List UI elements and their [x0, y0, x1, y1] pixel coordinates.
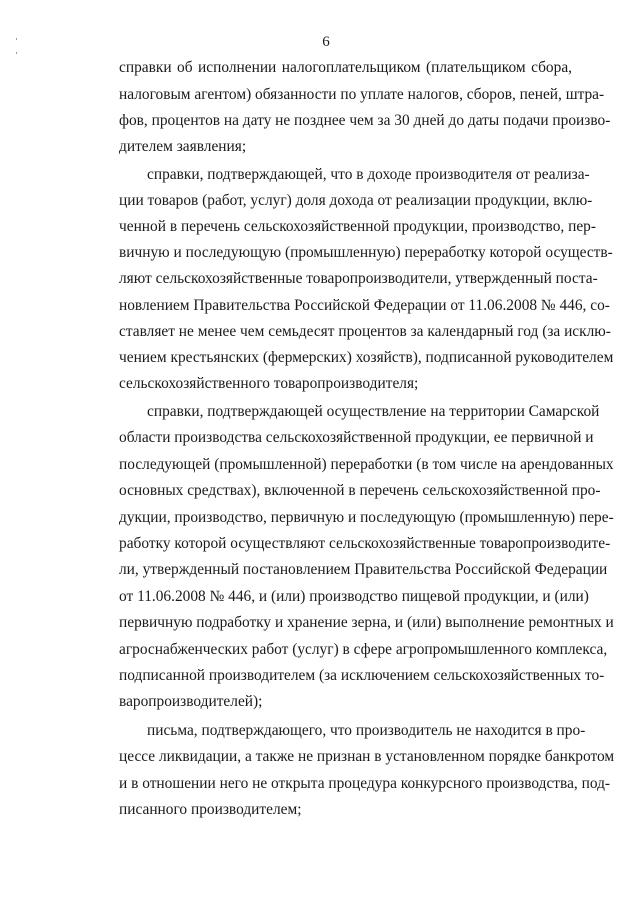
text-line: последующей (промышленной) переработки (в том числе на арендованных	[119, 456, 614, 473]
text-line: агроснабженческих работ (услуг) в сфере агропромышленного комплекса,	[119, 641, 608, 658]
text-line: и в отношении него не открыта процедура конкурсного производства, под-	[119, 775, 611, 792]
text-line: основных средствах), включенной в перечень сельскохозяйственной про-	[119, 482, 601, 499]
text-line: ставляет не менее чем семьдесят процентов за календарный год (за исклю-	[119, 323, 611, 340]
text-line: фов, процентов на дату не позднее чем за 30 дней до даты подачи произво-	[119, 112, 611, 129]
text-line: ли, утвержденный постановлением Правительства Российской Федерации	[119, 561, 608, 578]
text-line: от 11.06.2008 № 446, и (или) производство пищевой продукции, и (или)	[119, 588, 589, 605]
text-line: дителем заявления;	[119, 138, 247, 155]
text-line: письма, подтверждающего, что производитель не находится в про-	[147, 722, 586, 739]
text-line: чением крестьянских (фермерских) хозяйств), подписанной руководителем	[119, 349, 614, 366]
text-line: сельскохозяйственного товаропроизводителя;	[119, 375, 419, 392]
text-line: варопроизводителей);	[119, 693, 263, 710]
text-line: справки, подтверждающей, что в доходе производителя от реализа-	[147, 166, 590, 183]
text-line: цессе ликвидации, а также не признан в установленном порядке банкротом	[119, 748, 615, 765]
text-line: справки, подтверждающей осуществление на территории Самарской	[147, 403, 600, 420]
text-line: подписанной производителем (за исключением сельскохозяйственных то-	[119, 667, 605, 684]
text-line: ции товаров (работ, услуг) доля дохода от реализации продукции, вклю-	[119, 192, 593, 209]
text-line: работку которой осуществляют сельскохозяйственные товаропроизводите-	[119, 535, 611, 552]
text-line: области производства сельскохозяйственной продукции, ее первичной и	[119, 429, 594, 446]
page-number: 6	[322, 34, 330, 50]
text-line: ченной в перечень сельскохозяйственной продукции, производство, пер-	[119, 218, 597, 235]
text-line: первичную подработку и хранение зерна, и (или) выполнение ремонтных и	[119, 614, 614, 631]
text-line: справки об исполнении налогоплательщиком (плательщиком сбора,	[119, 59, 572, 76]
text-line: новлением Правительства Российской Федерации от 11.06.2008 № 446, со-	[119, 297, 610, 314]
text-line: дукции, производство, первичную и последующую (промышленную) пере-	[119, 509, 614, 526]
text-line: ляют сельскохозяйственные товаропроизводители, утвержденный поста-	[119, 270, 598, 287]
margin-mark	[16, 52, 17, 54]
text-line: налоговым агентом) обязанности по уплате налогов, сборов, пеней, штра-	[119, 86, 605, 103]
text-line: вичную и последующую (промышленную) переработку которой осуществ-	[119, 244, 613, 261]
text-line: писанного производителем;	[119, 801, 302, 818]
